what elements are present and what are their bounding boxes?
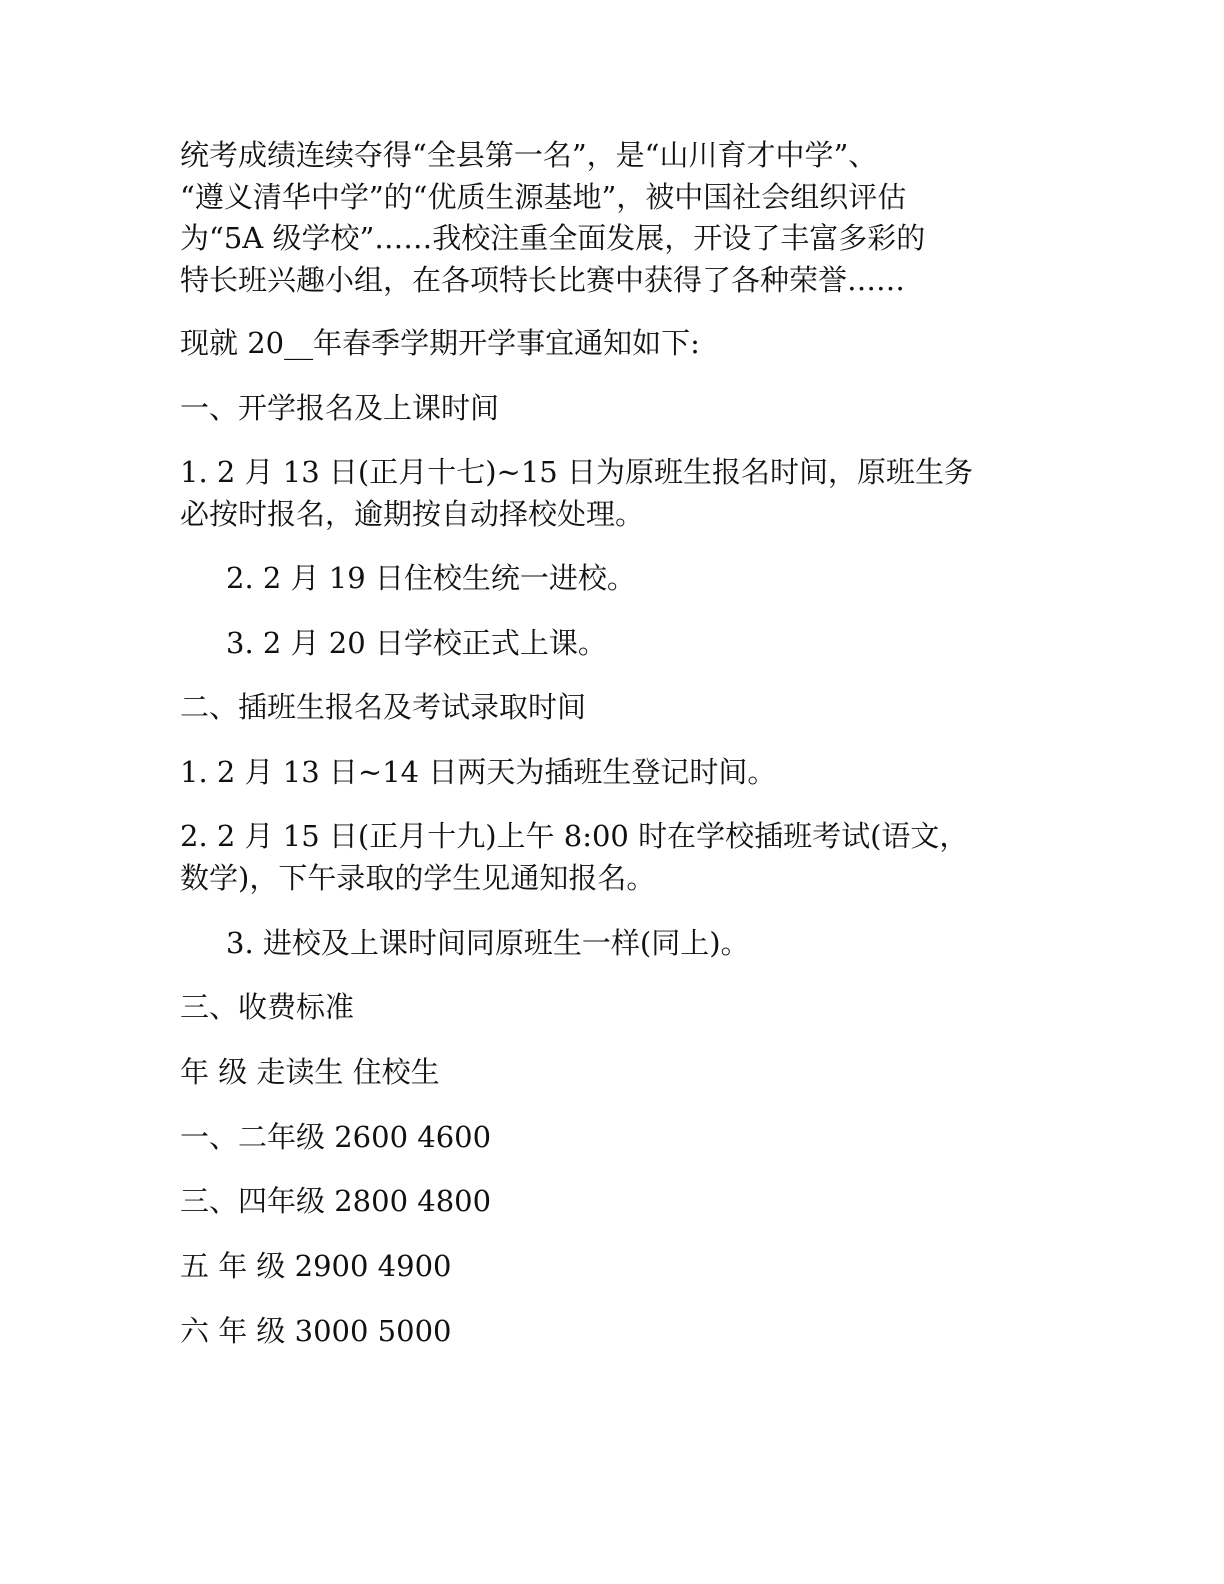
- intro-line-3: 为“5A 级学校”……我校注重全面发展，开设了丰富多彩的: [180, 221, 926, 255]
- fee-row-grade-1-2: 一、二年级 2600 4600: [180, 1120, 492, 1154]
- section-1-heading: 一、开学报名及上课时间: [180, 391, 500, 425]
- fee-row-grade-6: 六 年 级 3000 5000: [180, 1314, 452, 1348]
- intro-line-2: “遵义清华中学”的“优质生源基地”，被中国社会组织评估: [180, 180, 907, 214]
- intro-line-1: 统考成绩连续夺得“全县第一名”，是“山川育才中学”、: [180, 138, 878, 172]
- section-1-item-2: 2. 2 月 19 日住校生统一进校。: [226, 561, 636, 595]
- fee-row-grade-3-4: 三、四年级 2800 4800: [180, 1184, 492, 1218]
- intro-line-4: 特长班兴趣小组，在各项特长比赛中获得了各种荣誉……: [180, 263, 906, 297]
- section-2-item-2-line-2: 数学)，下午录取的学生见通知报名。: [180, 861, 656, 895]
- section-1-item-3: 3. 2 月 20 日学校正式上课。: [226, 626, 607, 660]
- section-2-heading: 二、插班生报名及考试录取时间: [180, 690, 587, 724]
- section-2-item-2-line-1: 2. 2 月 15 日(正月十九)上午 8:00 时在学校插班考试(语文，: [180, 819, 969, 853]
- section-2-item-3: 3. 进校及上课时间同原班生一样(同上)。: [226, 926, 750, 960]
- section-1-item-1-line-1: 1. 2 月 13 日(正月十七)~15 日为原班生报名时间，原班生务: [180, 455, 973, 489]
- fee-row-grade-5: 五 年 级 2900 4900: [180, 1249, 452, 1283]
- notice-intro: 现就 20__年春季学期开学事宜通知如下:: [180, 326, 700, 360]
- section-2-item-1: 1. 2 月 13 日~14 日两天为插班生登记时间。: [180, 755, 777, 789]
- section-3-heading: 三、收费标准: [180, 990, 355, 1024]
- fee-table-header: 年 级 走读生 住校生: [180, 1055, 440, 1089]
- section-1-item-1-line-2: 必按时报名，逾期按自动择校处理。: [180, 497, 645, 531]
